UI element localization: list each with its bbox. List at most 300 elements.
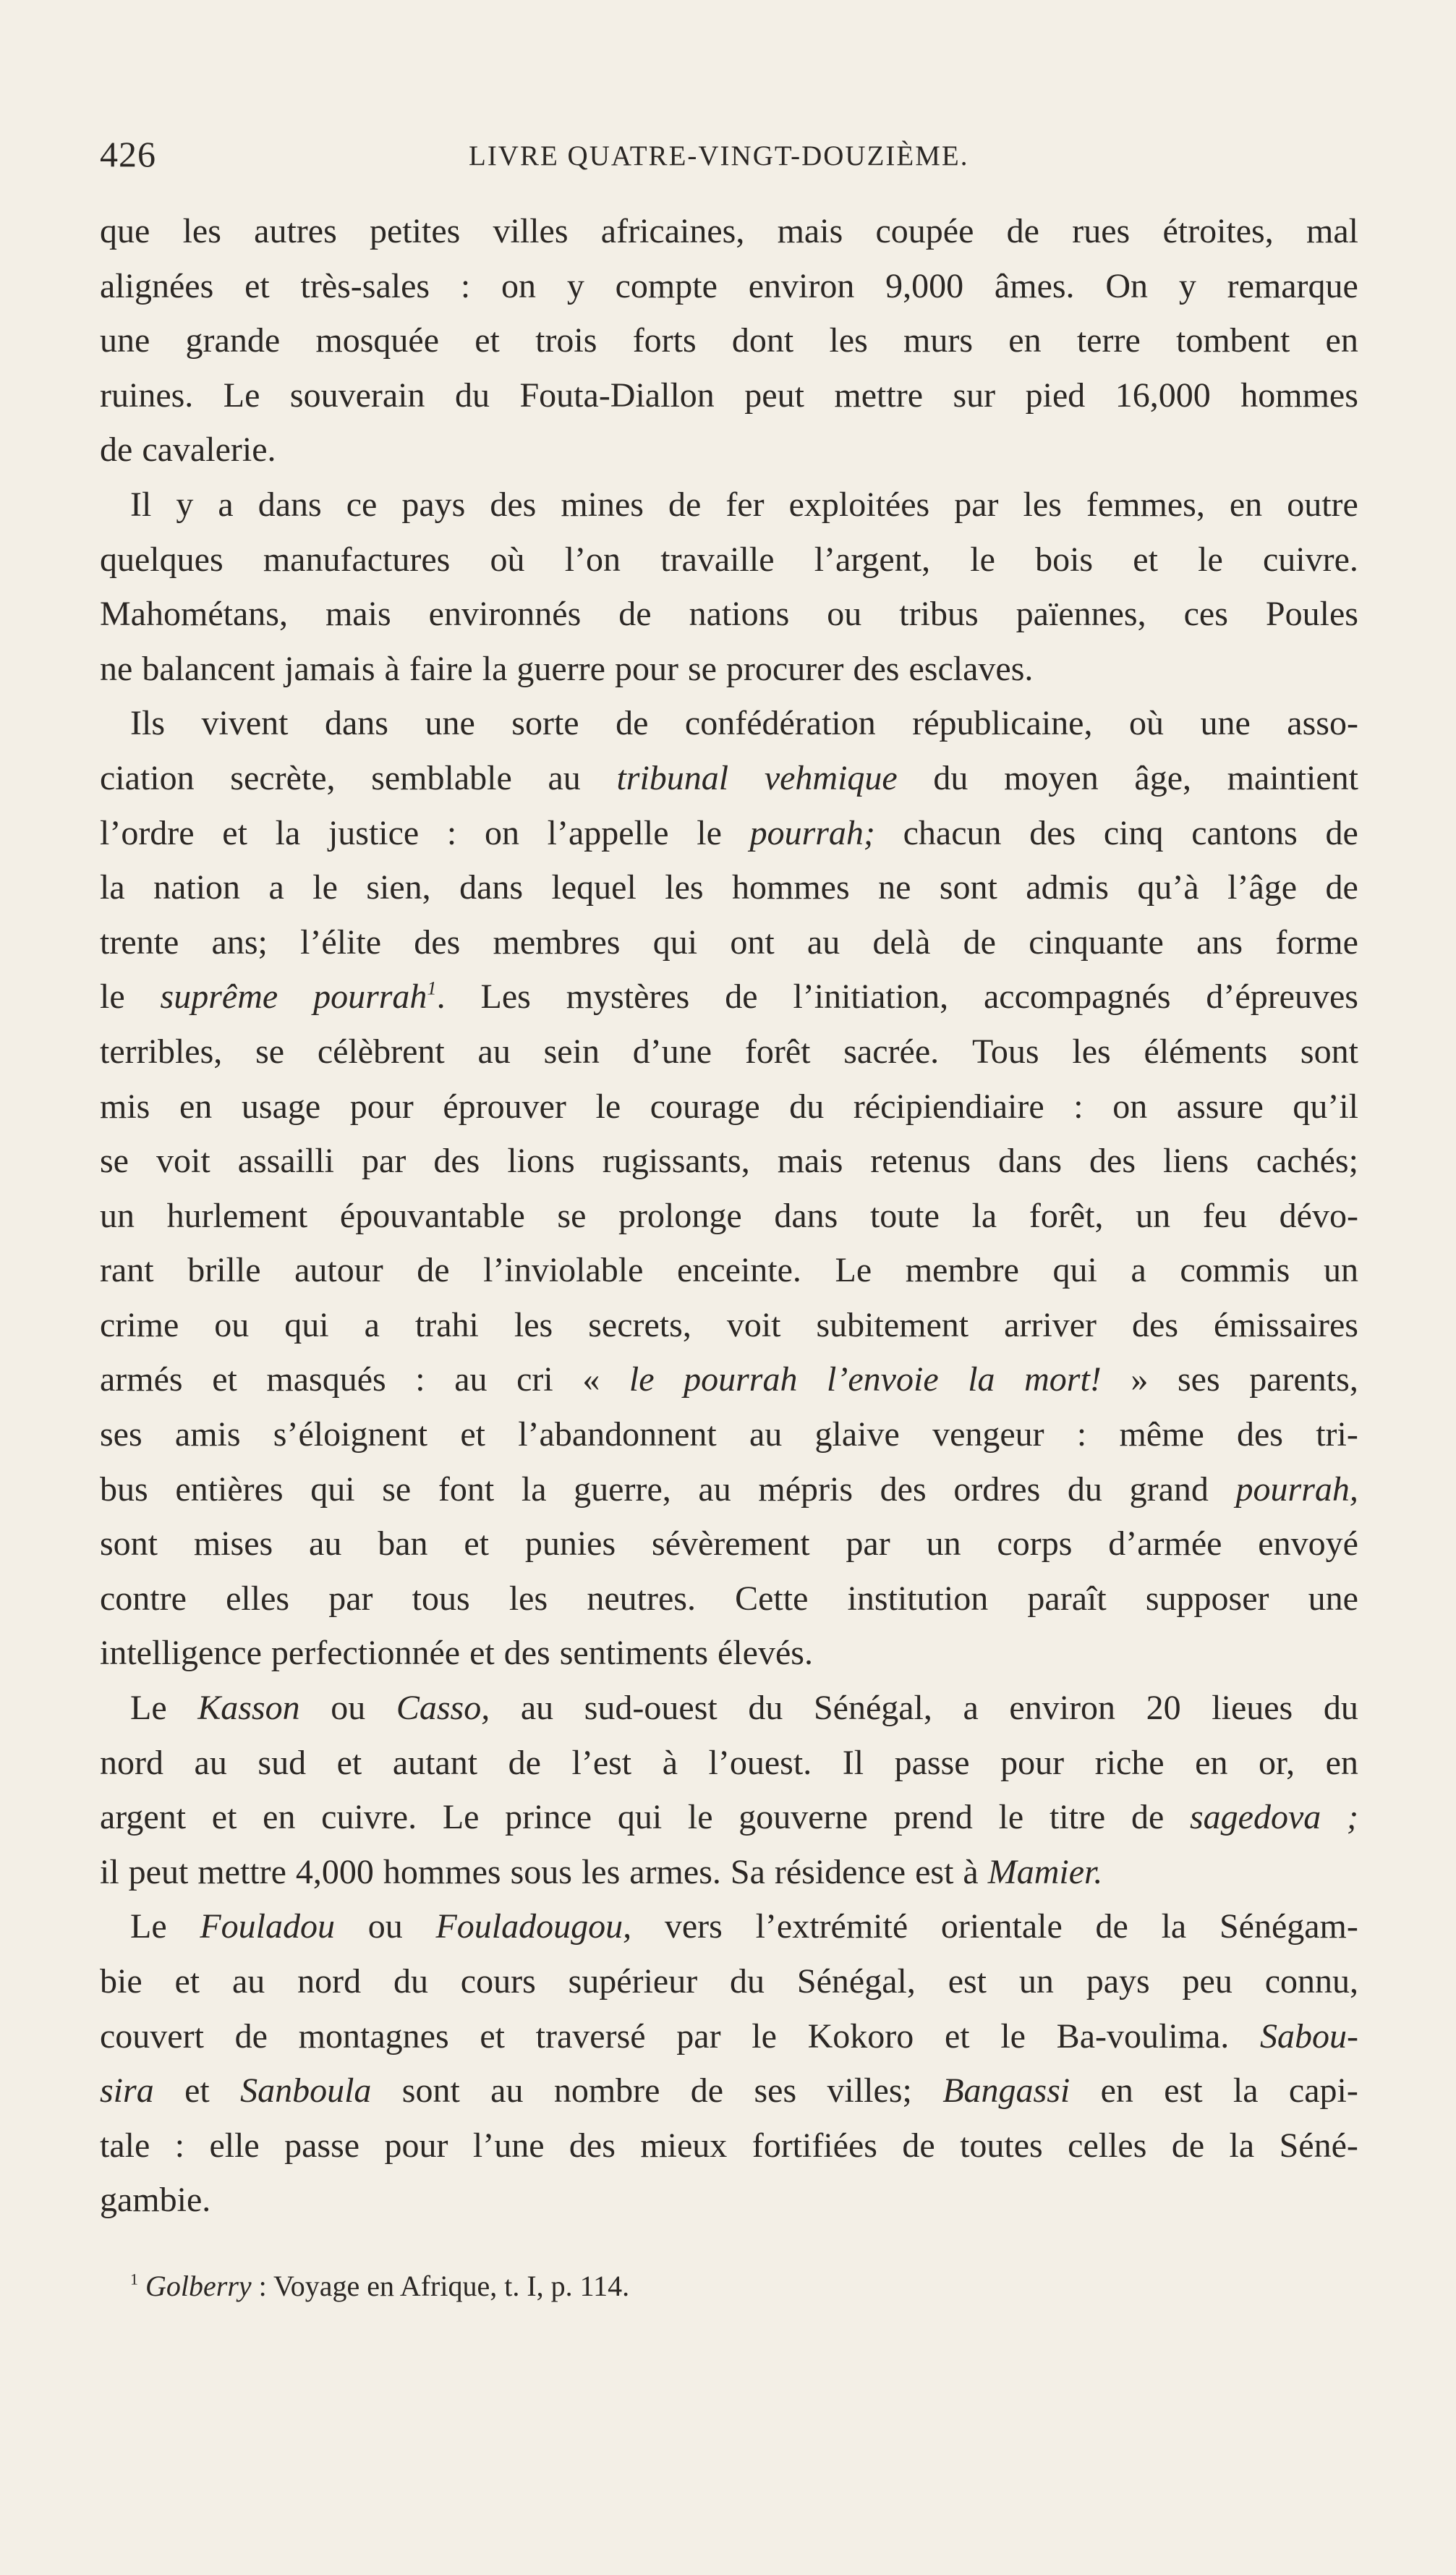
word: le xyxy=(100,977,125,1017)
word: éléments xyxy=(1144,1032,1268,1071)
text-line xyxy=(100,313,1358,368)
word: forêt xyxy=(744,1032,811,1071)
word: nord xyxy=(297,1962,362,2001)
word: tous xyxy=(412,1579,470,1618)
word: Tous xyxy=(971,1032,1039,1071)
word: montagnes xyxy=(298,2016,449,2056)
word: Fouta-Diallon xyxy=(519,376,715,415)
word: cachés; xyxy=(1256,1142,1358,1181)
word: les xyxy=(1072,1032,1111,1071)
word: nation xyxy=(153,868,241,907)
word: l’initiation, xyxy=(793,977,949,1017)
word: l’extrémité xyxy=(755,1907,908,1946)
word: » xyxy=(1131,1360,1149,1399)
word: dans xyxy=(459,868,524,907)
word: « xyxy=(582,1360,600,1399)
word: mosquée xyxy=(315,321,439,360)
word: brille xyxy=(187,1251,261,1290)
word: Les xyxy=(480,977,531,1017)
word: ruines. xyxy=(100,376,194,415)
word: intelligence xyxy=(100,1634,262,1673)
word: républicaine, xyxy=(912,704,1093,743)
word: mais xyxy=(325,595,391,634)
word: On xyxy=(1105,266,1149,305)
word: autour xyxy=(294,1251,383,1290)
word: parents, xyxy=(1249,1360,1358,1399)
word: maintient xyxy=(1227,758,1358,797)
body-text xyxy=(100,204,1358,2228)
word: les xyxy=(829,321,868,360)
word: ban xyxy=(378,1524,428,1564)
italic-word: Sabou- xyxy=(1260,2016,1358,2056)
text-line xyxy=(100,2118,1358,2173)
word: traversé xyxy=(535,2016,646,2056)
word: a xyxy=(218,485,234,524)
word: de xyxy=(1325,813,1358,852)
text-line xyxy=(100,1407,1358,1462)
word: travaille xyxy=(660,540,775,579)
word: les xyxy=(665,868,704,907)
word: paraît xyxy=(1027,1579,1107,1618)
page-header xyxy=(100,129,1358,179)
word: courage xyxy=(650,1087,760,1126)
italic-word: pourrah, xyxy=(1235,1469,1358,1509)
word: trente xyxy=(100,922,179,962)
italic-word: pourrah xyxy=(684,1360,798,1399)
word: en xyxy=(1325,1743,1358,1782)
word: la xyxy=(275,813,301,852)
italic-word: suprême xyxy=(160,977,278,1017)
word: en xyxy=(1008,321,1042,360)
word: terre xyxy=(1076,321,1141,360)
word: en xyxy=(1325,321,1358,360)
word: toute xyxy=(869,1196,940,1235)
word: pied xyxy=(1025,376,1086,415)
word: prend xyxy=(893,1798,973,1837)
word: trahi xyxy=(414,1305,479,1344)
word: le xyxy=(970,540,995,579)
word: voit xyxy=(156,1142,210,1181)
word: y xyxy=(176,485,194,524)
word: perfectionnée xyxy=(271,1634,461,1673)
word: l’abandonnent xyxy=(518,1415,717,1454)
italic-word: tribunal xyxy=(616,758,729,797)
word: ou xyxy=(827,595,862,634)
word: capi- xyxy=(1288,2071,1358,2111)
text-line xyxy=(100,204,1358,259)
word: l’ordre xyxy=(100,813,195,852)
word: se xyxy=(382,1469,412,1509)
word: de xyxy=(618,595,652,634)
text-line xyxy=(100,1243,1358,1298)
text-line xyxy=(100,478,1358,533)
word: de xyxy=(1006,212,1039,250)
word: corps xyxy=(997,1524,1073,1564)
word: ses xyxy=(100,1415,142,1454)
word: des xyxy=(880,1469,927,1509)
word: : xyxy=(1076,1415,1087,1454)
word: sur xyxy=(953,376,996,415)
word: argent xyxy=(100,1798,187,1837)
word: sud-ouest xyxy=(584,1689,718,1728)
word: forêt, xyxy=(1029,1196,1104,1235)
word: et xyxy=(1133,540,1158,579)
text-line xyxy=(100,2063,1358,2118)
italic-word: pourrah; xyxy=(749,813,875,852)
word: nations xyxy=(689,595,790,634)
word: au xyxy=(490,2071,524,2111)
word: titre xyxy=(1049,1798,1106,1837)
word: souverain xyxy=(289,376,425,415)
text-line xyxy=(100,970,1358,1025)
word: des xyxy=(853,649,900,688)
word: cri xyxy=(516,1360,553,1399)
footnote xyxy=(130,2265,629,2308)
word: a xyxy=(268,868,284,907)
word: au xyxy=(749,1415,783,1454)
word: pour xyxy=(349,1087,414,1126)
word: secrète, xyxy=(230,758,336,797)
word: il xyxy=(100,1852,119,1891)
running-title: LIVRE QUATRE-VINGT-DOUZIÈME. xyxy=(469,140,969,171)
word: mal xyxy=(1306,212,1358,250)
word: a xyxy=(1131,1251,1146,1290)
word: voit xyxy=(726,1305,781,1344)
word: retenus xyxy=(870,1142,971,1181)
word: armés xyxy=(100,1360,183,1399)
word: couvert xyxy=(100,2016,204,2056)
word: par xyxy=(954,485,999,524)
text-line xyxy=(100,1899,1358,1954)
word: un xyxy=(1018,1962,1054,2001)
word: mises xyxy=(193,1524,273,1564)
word: les xyxy=(508,1579,548,1618)
word: au xyxy=(231,1962,265,2001)
word: Mahométans, xyxy=(100,595,288,634)
word: l’ouest. xyxy=(708,1743,812,1782)
word: à xyxy=(384,649,400,688)
word: se xyxy=(687,649,717,688)
italic-word: la xyxy=(968,1360,995,1399)
word: dont xyxy=(731,321,794,360)
italic-word: Sanboula xyxy=(240,2071,372,2111)
text-line xyxy=(100,1079,1358,1134)
word: riche xyxy=(1094,1743,1165,1782)
text-line xyxy=(100,1790,1358,1845)
word: lions xyxy=(507,1142,575,1181)
word: arriver xyxy=(1004,1305,1097,1344)
word: qui xyxy=(617,1798,663,1837)
word: d’une xyxy=(632,1032,712,1071)
word: vivent xyxy=(201,704,289,743)
word: contre xyxy=(100,1579,187,1618)
word: où xyxy=(1128,704,1164,743)
word: membres xyxy=(493,922,621,962)
word: et xyxy=(944,2016,970,2056)
word: sacrée. xyxy=(843,1032,940,1071)
word: de xyxy=(725,977,758,1017)
word: chacun xyxy=(903,813,1002,852)
word: pour xyxy=(614,649,678,688)
word: nord xyxy=(100,1743,163,1782)
word: au xyxy=(698,1469,731,1509)
word: une xyxy=(425,704,475,743)
word: or, xyxy=(1259,1743,1295,1782)
word: la xyxy=(521,1469,547,1509)
word: Séné- xyxy=(1279,2126,1358,2165)
word: dans xyxy=(774,1196,838,1235)
word: se xyxy=(255,1032,285,1071)
word: très-sales xyxy=(300,266,430,305)
word: Le xyxy=(130,1689,167,1728)
word: fer xyxy=(725,485,765,524)
word: une xyxy=(1308,1579,1358,1618)
word: : xyxy=(415,1360,425,1399)
word: africaines, xyxy=(600,212,745,250)
word: hommes xyxy=(1240,376,1358,415)
word: de xyxy=(1171,2126,1205,2165)
word: gouverne xyxy=(738,1798,868,1837)
word: la xyxy=(482,649,508,688)
word: de xyxy=(508,1743,541,1782)
word: et xyxy=(184,2071,210,2111)
word: admis xyxy=(1026,868,1109,907)
word: et xyxy=(464,1524,489,1564)
word: on xyxy=(1112,1087,1148,1126)
word: sein xyxy=(543,1032,600,1071)
word: Kokoro xyxy=(807,2016,914,2056)
word: envoyé xyxy=(1258,1524,1358,1564)
word: qu’à xyxy=(1137,868,1199,907)
footnote-reference: 1 xyxy=(427,977,437,999)
text-line xyxy=(100,533,1358,587)
italic-word: Fouladougou, xyxy=(435,1907,632,1946)
word: dans xyxy=(257,485,322,524)
word: mystères xyxy=(566,977,690,1017)
word: la xyxy=(100,868,125,907)
text-line xyxy=(100,587,1358,642)
word: un xyxy=(1323,1251,1358,1290)
word: secrets, xyxy=(588,1305,691,1344)
word: ne xyxy=(100,649,133,688)
text-line xyxy=(100,1626,1358,1681)
italic-word: ; xyxy=(1347,1798,1358,1837)
word: Le xyxy=(130,1907,167,1946)
word: en xyxy=(1100,2071,1133,2111)
word: émissaires xyxy=(1214,1305,1358,1344)
word: étroites, xyxy=(1162,212,1274,250)
word: dévo- xyxy=(1279,1196,1358,1235)
word: y xyxy=(1178,266,1196,305)
word: de xyxy=(417,1251,450,1290)
word: ans; xyxy=(211,922,268,962)
word: justice xyxy=(328,813,420,852)
word: neutres. xyxy=(587,1579,696,1618)
word: le xyxy=(998,1798,1024,1837)
word: peu xyxy=(1182,1962,1233,2001)
word: grand xyxy=(1129,1469,1209,1509)
word: se xyxy=(557,1196,587,1235)
page-number: 426 xyxy=(100,134,156,174)
word: qui xyxy=(1052,1251,1097,1290)
word: les xyxy=(1023,485,1062,524)
word: ces xyxy=(1183,595,1228,634)
word: au xyxy=(309,1524,342,1564)
word: et xyxy=(460,1415,485,1454)
word: feu xyxy=(1202,1196,1248,1235)
word: au xyxy=(806,922,840,962)
word: orientale xyxy=(940,1907,1063,1946)
word: forts xyxy=(632,321,697,360)
italic-word: sagedova xyxy=(1189,1798,1321,1837)
text-line xyxy=(100,1681,1358,1736)
word: institution xyxy=(847,1579,989,1618)
word: tri- xyxy=(1316,1415,1358,1454)
word: du xyxy=(789,1087,825,1126)
word: membre xyxy=(905,1251,1019,1290)
word: assailli xyxy=(237,1142,334,1181)
text-line xyxy=(100,1736,1358,1791)
word: en xyxy=(179,1087,213,1126)
word: du xyxy=(455,376,490,415)
footnote-marker: 1 xyxy=(130,2270,138,2288)
text-line xyxy=(100,2173,1358,2228)
text-line xyxy=(100,2009,1358,2064)
word: du xyxy=(933,758,968,797)
word: l’inviolable xyxy=(483,1251,644,1290)
word: le xyxy=(1000,2016,1026,2056)
word: Sa xyxy=(730,1852,765,1891)
word: élevés. xyxy=(718,1634,813,1673)
text-line xyxy=(100,1845,1358,1900)
word: cuivre. xyxy=(1262,540,1358,579)
word: en xyxy=(263,1798,296,1837)
word: de xyxy=(963,922,996,962)
footnote-text: : Voyage en Afrique, t. I, p. 114. xyxy=(258,2270,630,2302)
word: elles xyxy=(226,1579,290,1618)
word: tale xyxy=(100,2126,150,2165)
word: sorte xyxy=(511,704,579,743)
word: punies xyxy=(524,1524,616,1564)
word: le xyxy=(312,868,338,907)
word: cinquante xyxy=(1029,922,1164,962)
text-line xyxy=(100,259,1358,314)
word: des xyxy=(1236,1415,1283,1454)
word: balancent xyxy=(142,649,276,688)
word: y xyxy=(566,266,584,305)
word: mieux xyxy=(640,2126,728,2165)
word: mais xyxy=(777,212,843,250)
word: pays xyxy=(401,485,466,524)
word: commis xyxy=(1180,1251,1290,1290)
word: terribles, xyxy=(100,1032,223,1071)
word: du xyxy=(393,1962,428,2001)
word: par xyxy=(846,1524,890,1564)
word: : xyxy=(1073,1087,1084,1126)
word: ordres xyxy=(953,1469,1041,1509)
word: Ils xyxy=(130,704,165,743)
italic-word: Casso, xyxy=(396,1689,490,1728)
word: glaive xyxy=(814,1415,900,1454)
italic-word: l’envoie xyxy=(827,1360,939,1399)
footnote-author: Golberry xyxy=(145,2270,252,2302)
word: a xyxy=(364,1305,380,1344)
word: Le xyxy=(442,1798,480,1837)
word: le xyxy=(687,1798,713,1837)
word: asso- xyxy=(1287,704,1358,743)
word: ont xyxy=(730,922,775,962)
italic-word: mort! xyxy=(1024,1360,1102,1399)
word: dans xyxy=(998,1142,1062,1181)
word: de xyxy=(902,2126,935,2165)
word: procurer xyxy=(725,649,844,688)
word: Cette xyxy=(735,1579,809,1618)
word: de xyxy=(616,704,649,743)
word: au xyxy=(194,1743,227,1782)
word: du xyxy=(730,1962,765,2001)
word: qui xyxy=(310,1469,355,1509)
word: du xyxy=(1323,1689,1358,1728)
word: ciation xyxy=(100,758,195,797)
word: Sénégam- xyxy=(1219,1907,1358,1946)
word: un xyxy=(926,1524,961,1564)
word: sont xyxy=(939,868,997,907)
word: au xyxy=(477,1032,511,1071)
word: autant xyxy=(392,1743,478,1782)
word: la xyxy=(971,1196,997,1235)
word: Il xyxy=(842,1743,864,1782)
word: sous xyxy=(510,1852,572,1891)
word: est xyxy=(915,1852,954,1891)
word: peut xyxy=(744,376,804,415)
word: ses xyxy=(754,2071,797,2111)
word: résidence xyxy=(774,1852,906,1891)
word: guerre, xyxy=(574,1469,671,1509)
word: autres xyxy=(254,212,337,250)
word: d’armée xyxy=(1108,1524,1222,1564)
word: cavalerie. xyxy=(142,430,276,470)
word: Sénégal, xyxy=(813,1689,932,1728)
word: et xyxy=(212,1360,237,1399)
word: des xyxy=(1089,1142,1136,1181)
italic-word: Bangassi xyxy=(942,2071,1070,2111)
word: même xyxy=(1119,1415,1204,1454)
word: bois xyxy=(1035,540,1094,579)
word: gambie. xyxy=(100,2181,211,2220)
word: rant xyxy=(100,1251,154,1290)
word: ou xyxy=(214,1305,250,1344)
word: a xyxy=(963,1689,979,1728)
text-line xyxy=(100,1025,1358,1079)
word: des xyxy=(569,2126,616,2165)
word: quelques xyxy=(100,540,223,579)
text-line xyxy=(100,696,1358,751)
word: mettre xyxy=(197,1852,286,1891)
word: subitement xyxy=(816,1305,969,1344)
word: de xyxy=(1095,1907,1128,1946)
word: cantons xyxy=(1191,813,1298,852)
word: toutes xyxy=(960,2126,1043,2165)
word: vers xyxy=(664,1907,723,1946)
word: que xyxy=(100,212,150,250)
text-line xyxy=(100,1134,1358,1189)
word: faire xyxy=(409,649,473,688)
text-line xyxy=(100,642,1358,697)
word: ou xyxy=(331,1689,366,1728)
word: peut xyxy=(128,1852,189,1891)
word: villes xyxy=(493,212,569,250)
word: tribus xyxy=(899,595,979,634)
